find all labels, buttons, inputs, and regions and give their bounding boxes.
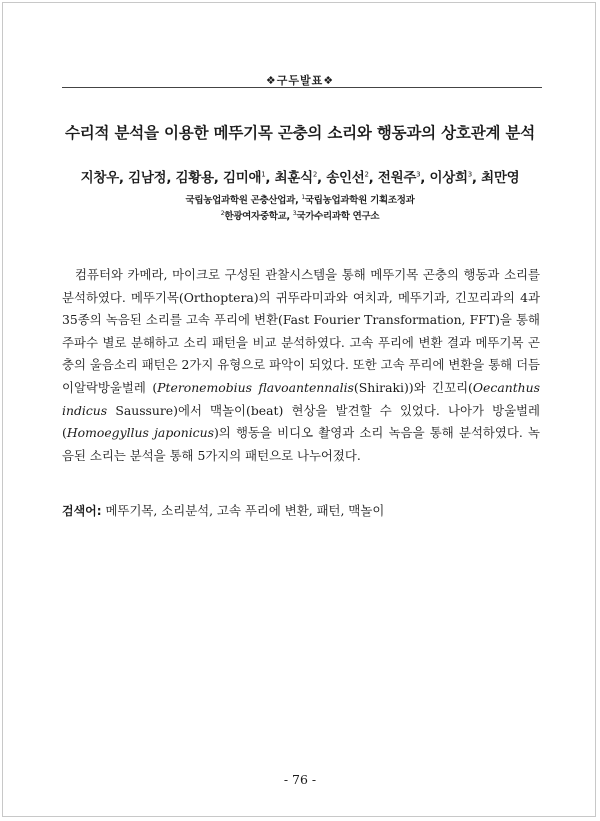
author-affiliation-mark: 3 <box>416 170 421 179</box>
author-affiliation-mark: 2 <box>312 170 318 179</box>
author-name: 최만영 <box>481 170 520 186</box>
author-affiliation-mark: 2 <box>364 170 369 179</box>
author-name: 김미애 <box>223 170 262 186</box>
affiliation-line-2: $^2$한광여자중학교, $^3$국가수리과학 연구소 <box>220 209 380 222</box>
keywords-label: 검색어: <box>62 504 102 518</box>
author-name: 전원주 <box>377 170 417 186</box>
author-name: 지창우 <box>80 170 119 186</box>
author-affiliation-mark: 3 <box>467 170 472 179</box>
abstract-paragraph: 컴퓨터와 카메라, 마이크로 구성된 관찰시스템을 통해 메뚜기목 곤충의 행동과 소리를 분석하였다. 메뚜기목(Orthoptera)의 귀뚜라미과와 여치과, 메뚜기과, 긴꼬리과의 4과 35종의 녹음된 소리를 고속 푸리에 변환(Fast Fourier Transformation, FFT)을 통해 주파수 별로 분해하고 소리 패턴을 비교 분석하였다. 고속 푸리에 변환 결과 메뚜기목 곤충의 울음소리 패턴은 2가지 유형으로 파악이 되었다. 또한 고속 푸리에 변환을 통해 더듬이알락방울벌레 (Pteronemobius flavoantennalis(Shiraki))와 긴꼬리(Oecanthus indicus Saussure)에서 맥놀이(beat) 현상을 발견할 수 있었다. 나아가 방울벌레(Homoegyllus japonicus)의 행동을 비디오 촬영과 소리 녹음을 통해 분석하였다. 녹음된 소리는 분석을 통해 5가지의 패턴으로 나누어졌다. <box>62 267 541 463</box>
author-name: 김황용 <box>175 170 214 186</box>
scientific-name: Oecanthus indicus <box>62 379 540 418</box>
author-affiliation-mark: 1 <box>261 170 266 179</box>
author-name: 송인선 <box>326 170 365 186</box>
section-label: ❖구두발표❖ <box>265 74 335 87</box>
keywords <box>62 501 540 519</box>
author-name: 최훈식 <box>274 170 313 186</box>
abstract <box>62 264 540 467</box>
scientific-name: Pteronemobius flavoantennalis <box>157 379 354 395</box>
paper-title: 수리적 분석을 이용한 메뚜기목 곤충의 소리와 행동과의 상호관계 분석 <box>65 124 535 142</box>
author-name: 김남정 <box>128 170 167 186</box>
scientific-name: Homoegyllus japonicus <box>66 425 214 441</box>
keywords-text: 메뚜기목, 소리분석, 고속 푸리에 변환, 패턴, 맥놀이 <box>101 503 385 518</box>
page-number: - 76 - <box>283 772 317 787</box>
affiliation-line-1: 국립농업과학원 곤충산업과, $^1$국립농업과학원 기획조정과 <box>185 193 415 206</box>
author-name: 이상희 <box>429 170 468 186</box>
author-list: 지창우, 김남정, 김황용, 김미애$^1$, 최훈식$^2$, 송인선$^2$, 전원주$^3$, 이상희$^3$, 최만영 <box>80 170 520 186</box>
header-rule <box>62 87 542 88</box>
